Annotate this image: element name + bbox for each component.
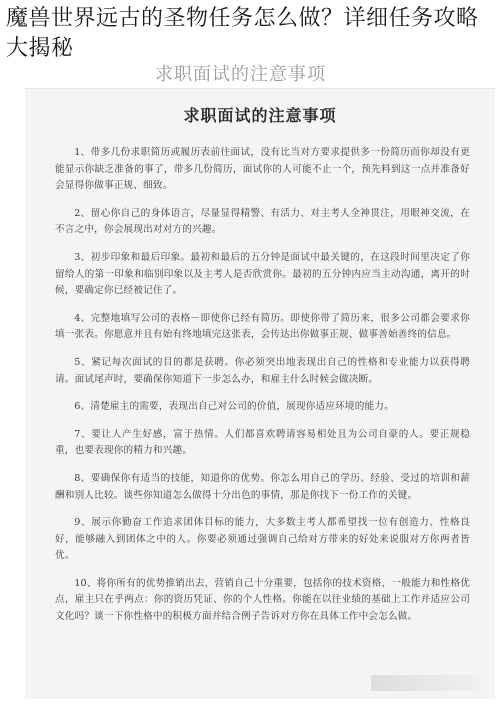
list-item: 5、紧记每次面试的目的都是获聘。你必须突出地表现出自己的性格和专业能力以获得聘请。面试尾声时，要确保你知道下一步怎么办，和雇主什么时候会做决断。 [55,356,470,385]
document-banner-title: 求职面试的注意事项 [155,64,326,85]
list-item: 6、清楚雇主的需要，表现出自己对公司的价值，展现你适应环境的能力。 [74,401,394,413]
document-title: 求职面试的注意事项 [183,106,337,125]
watermark [371,675,481,691]
list-item: 9、展示你勤奋工作追求团体目标的能力，大多数主考人都希望找一位有创造力、性格良好，能够融入到团体之中的人。你要必须通过强调自己给对方带来的好处来说服对方你两者皆优。 [55,517,470,562]
list-item: 8、要确保你有适当的技能，知道你的优势。你怎么用自己的学历、经验、受过的培训和薪酬和别人比较。谈些你知道怎么做得十分出色的事情，那是你找下一份工作的关键。 [55,472,470,501]
list-item: 4、完整地填写公司的表格－即使你已经有简历。即使你带了简历来，很多公司都会要求你填一张表。你愿意并且有始有终地填完这张表，会传达出你做事正规、做事善始善终的信息。 [55,312,470,341]
list-item: 7、要让人产生好感，富于热情。人们都喜欢聘请容易相处且为公司自豪的人。要正规稳重，也要表现你的精力和兴趣。 [55,428,470,457]
list-item: 2、留心你自己的身体语言，尽量显得精警、有活力、对主考人全神贯注，用眼神交流，在不言之中，你会展现出对对方的兴趣。 [55,207,470,236]
list-item: 10、将你所有的优势推销出去，营销自己十分重要，包括你的技术资格，一般能力和性格优点，雇主只在乎两点：你的资历凭证、你的个人性格。你能在以往业绩的基础上工作并适应公司文化吗？谈一下你性格中的积极方面并结合例子告诉对方你在具体工作中会怎么做。 [55,577,470,623]
list-item: 1、带多几份求职简历或履历表前往面试，没有比当对方要求提供多一份简历而你却没有更能显示你缺乏准备的事了，带多几份简历，面试你的人可能不止一个，预先料到这一点并准备好会显得你做事正规、细致。 [55,147,470,192]
page-title: 魔兽世界远古的圣物任务怎么做？详细任务攻略大揭秘 [6,6,479,61]
document-body [55,145,470,637]
document-image [25,88,495,699]
list-item: 3、初步印象和最后印象。最初和最后的五分钟是面试中最关键的，在这段时间里决定了你留给人的第一印象和临别印象以及主考人是否欣赏你。最初的五分钟内应当主动沟通，离开的时候，要确定你已经被记住了。 [55,251,470,297]
